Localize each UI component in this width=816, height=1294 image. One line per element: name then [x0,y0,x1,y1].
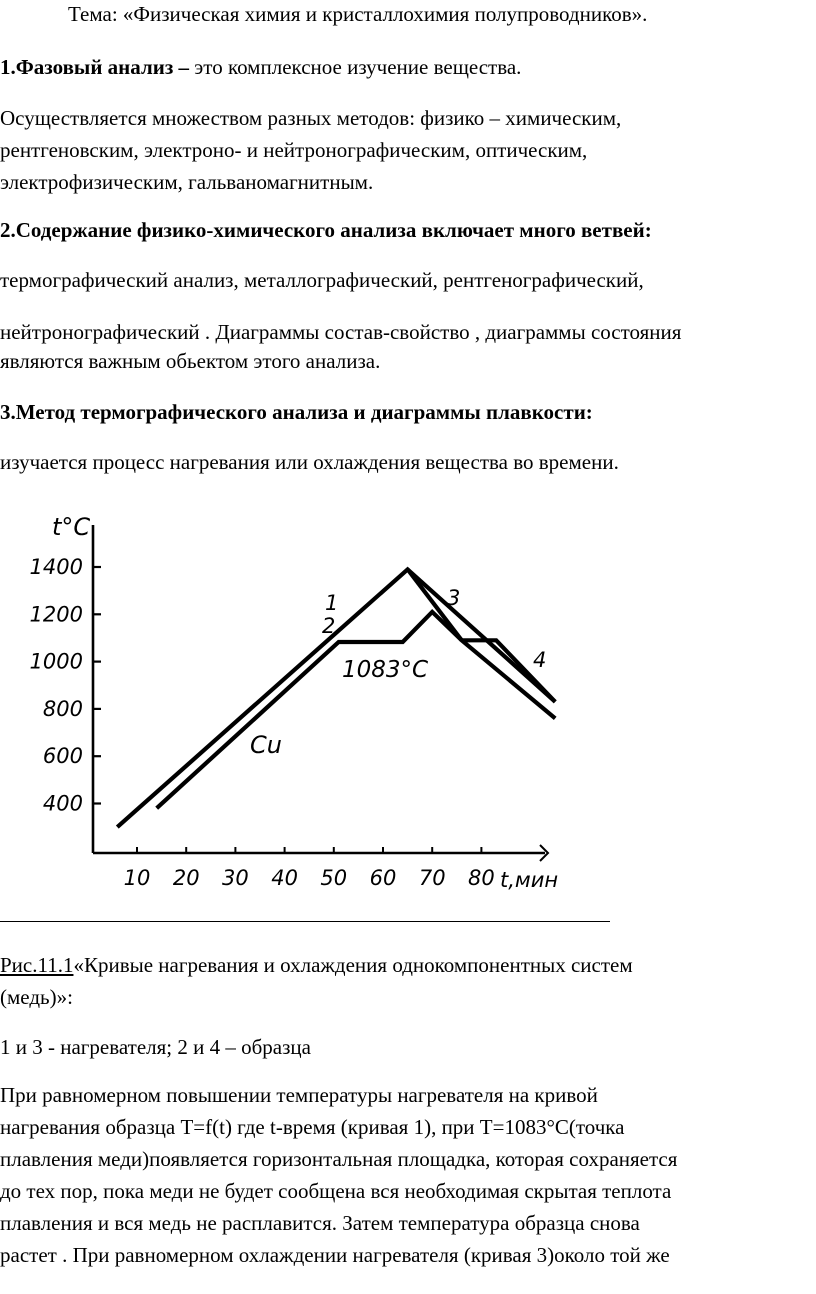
x-tick-label-50: 50 [320,866,348,890]
y-tick-label-600: 600 [42,744,83,769]
divider-line [0,921,610,922]
x-tick-label-40: 40 [271,866,298,890]
x-tick-label-30: 30 [222,866,249,890]
y-tick-label-800: 800 [42,696,83,721]
x-axis-label: t,мин [500,868,559,892]
paragraph-line-6: растет . При равномерном охлаждении нагревателя (кривая 3)около той же [0,1243,670,1267]
section3-text-1: изучается процесс нагревания или охлаждения вещества во времени. [0,450,619,474]
y-tick-label-400: 400 [42,791,83,816]
section1-heading-rest: это комплексное изучение вещества. [189,55,522,79]
x-tick-label-80: 80 [468,866,495,890]
chart-ticks [30,555,495,890]
legend-line: 1 и 3 - нагревателя; 2 и 4 – образца [0,1035,311,1059]
figure-caption-line [0,953,633,978]
figure-caption-text: «Кривые нагревания и охлаждения однокомпонентных систем [73,953,633,977]
paragraph-line-1: При равномерном повышении температуры нагревателя на кривой [0,1083,598,1107]
section1-text-3: электрофизическим, гальваномагнитным. [0,170,374,194]
chart-axes [93,525,548,861]
heating-cooling-chart [0,505,816,925]
paragraph-line-4: до тех пор, пока меди не будет сообщена вся необходимая скрытая теплота [0,1179,672,1203]
curve-label-1: 1 [325,591,339,615]
section1-heading: 1.Фазовый анализ – [0,55,190,79]
section3-heading: 3.Метод термографического анализа и диаграммы плавкости: [0,400,593,424]
y-axis-label: t°C [52,513,91,541]
section2-text-1: термографический анализ, металлографический, рентгенографический, [0,268,644,292]
x-tick-label-10: 10 [123,866,151,890]
paragraph-line-3: плавления меди)появляется горизонтальная площадка, которая сохраняется [0,1147,678,1171]
x-tick-label-60: 60 [369,866,397,890]
section1-text-1: Осуществляется множеством разных методов: физико – химическим, [0,106,622,130]
curve-label-4: 4 [533,648,547,672]
curve-label-2: 2 [322,614,336,638]
paragraph-line-2: нагревания образца Т=f(t) где t-время (кривая 1), при Т=1083°С(точка [0,1115,625,1139]
paragraph-line-5: плавления и вся медь не расплавится. Затем температура образца снова [0,1211,640,1235]
section1-text-2: рентгеновским, электроно- и нейтронографическим, оптическим, [0,138,588,162]
curve-label-3: 3 [447,586,461,610]
chart-labels [52,513,558,892]
melting-point-annotation: 1083°C [342,657,429,683]
figure-ref-link[interactable]: Рис.11.1 [0,953,74,977]
copper-annotation: Cu [250,731,282,759]
x-tick-label-20: 20 [172,866,200,890]
figure-caption-text-2: (медь)»: [0,985,73,1009]
topic-line: Тема: «Физическая химия и кристаллохимия полупроводников». [68,2,648,26]
section2-text-3: являются важным обьектом этого анализа. [0,349,381,373]
section2-heading: 2.Содержание физико-химического анализа включает много ветвей: [0,218,652,242]
y-tick-label-1200: 1200 [29,602,83,627]
x-tick-label-70: 70 [418,866,446,890]
section2-text-2: нейтронографический . Диаграммы состав-свойство , диаграммы состояния [0,320,682,344]
section1-heading-line [0,55,521,80]
y-tick-label-1400: 1400 [29,555,83,579]
y-tick-label-1000: 1000 [29,649,83,674]
